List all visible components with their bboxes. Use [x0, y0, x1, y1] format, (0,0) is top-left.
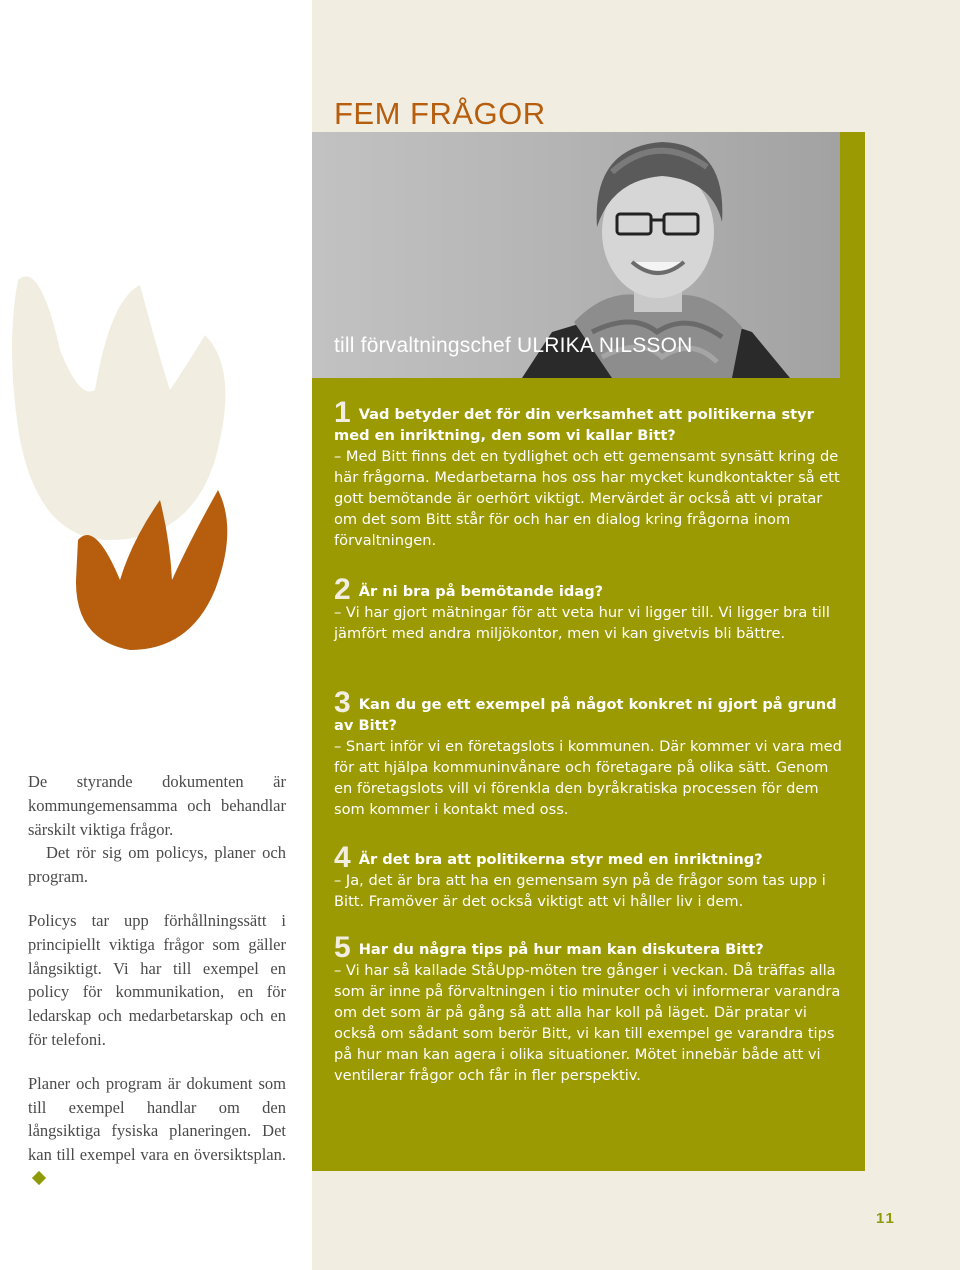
- end-diamond-icon: [32, 1171, 46, 1185]
- question-text: Har du några tips på hur man kan diskutera Bitt?: [358, 941, 764, 958]
- question-block-4: [334, 841, 844, 912]
- question-text: Kan du ge ett exempel på något konkret ni gjort på grund av Bitt?: [334, 696, 837, 734]
- question-number: 3: [334, 686, 351, 719]
- photo-side-strip: [840, 132, 865, 378]
- question-number: 1: [334, 396, 351, 429]
- question-text: Är det bra att politikerna styr med en inriktning?: [358, 851, 763, 868]
- question-number: 4: [334, 841, 351, 874]
- question-block-2: [334, 573, 844, 644]
- sidebar-paragraph-text: Planer och program är dokument som till exempel handlar om den långsiktiga fysiska planeringen. Det kan till exempel vara en översiktsplan.: [28, 1073, 286, 1165]
- answer-text: – Ja, det är bra att ha en gemensam syn på de frågor som tas upp i Bitt. Framöver är det också viktigt att vi håller liv i dem.: [334, 872, 826, 910]
- question-block-1: [334, 396, 844, 551]
- interview-subtitle: till förvaltningschef ULRIKA NILSSON: [334, 334, 693, 357]
- sidebar-paragraph: Det rör sig om policys, planer och program.: [28, 843, 286, 887]
- question-block-3: [334, 686, 844, 820]
- page-number: 11: [876, 1210, 896, 1227]
- sidebar-paragraph: [28, 1072, 286, 1191]
- sidebar-paragraph: Policys tar upp förhållningssätt i principiellt viktiga frågor som gäller långsiktigt. Vi har till exempel en policy för kommunikation, en för ledarskap och medarbetarskap och en för telefoni.: [28, 910, 286, 1049]
- answer-text: – Snart inför vi en företagslots i kommunen. Där kommer vi vara med för att hjälpa kommuninvånare och företagare på olika sätt. Genom en företagslots vill vi förenkla den byråkratiska processen för dem som kommer i kontakt med oss.: [334, 738, 842, 818]
- decorative-tulip-shapes: [0, 240, 300, 660]
- question-number: 2: [334, 573, 351, 606]
- question-number: 5: [334, 931, 351, 964]
- page-title: FEM FRÅGOR: [334, 96, 546, 131]
- question-block-5: [334, 931, 844, 1086]
- question-text: Vad betyder det för din verksamhet att politikerna styr med en inriktning, den som vi kallar Bitt?: [334, 406, 814, 444]
- sidebar-text: [28, 770, 286, 1191]
- sidebar-paragraph: De styrande dokumenten är kommungemensamma och behandlar särskilt viktiga frågor.: [28, 772, 286, 839]
- answer-text: – Vi har gjort mätningar för att veta hur vi ligger till. Vi ligger bra till jämfört med andra miljökontor, men vi kan givetvis bli bättre.: [334, 604, 830, 642]
- answer-text: – Med Bitt finns det en tydlighet och ett gemensamt synsätt kring de här frågorna. Medarbetarna hos oss har mycket kundkontakter så ett gott bemötande är oerhört viktigt. Mervärdet är också att vi pratar om det som Bitt står för och har en dialog kring frågorna inom förvaltningen.: [334, 448, 840, 549]
- answer-text: – Vi har så kallade StåUpp-möten tre gånger i veckan. Då träffas alla som är inne på förvaltningen i tio minuter och vi informerar varandra om det som är på gång så att alla har koll på läget. Där pratar vi också om sådant som berör Bitt, vi kan till exempel ge varandra tips på hur man kan agera i olika situationer. Mötet innebär både att vi ventilerar frågor och får in fler perspektiv.: [334, 962, 841, 1084]
- question-text: Är ni bra på bemötande idag?: [358, 583, 604, 600]
